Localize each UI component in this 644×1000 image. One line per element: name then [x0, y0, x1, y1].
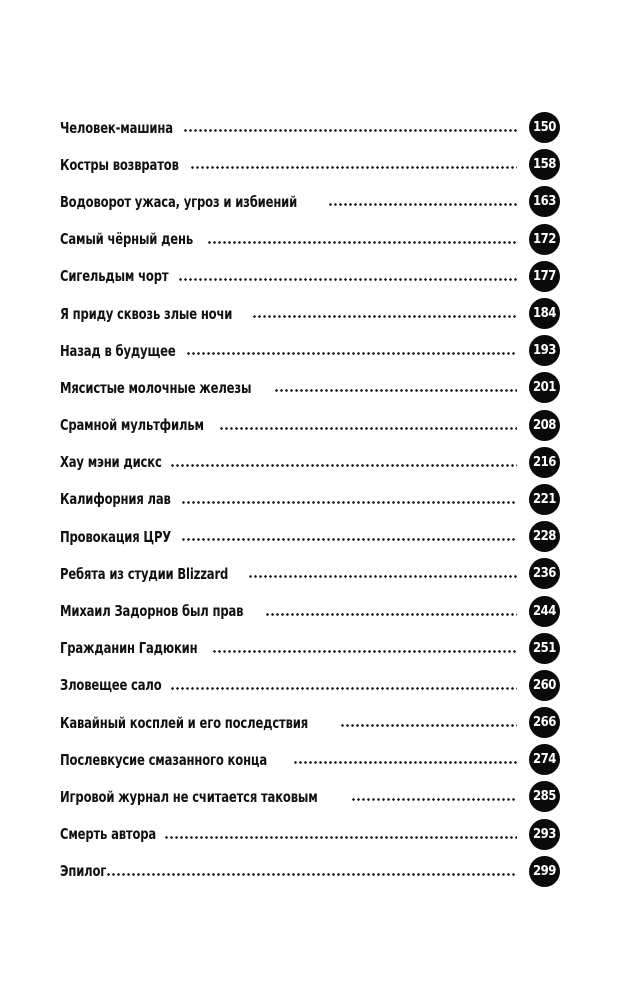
page-number-badge: 184 — [529, 298, 560, 329]
chapter-title: Самый чёрный день — [60, 230, 194, 249]
dot-leader — [186, 352, 517, 355]
page-number-badge: 293 — [529, 819, 560, 850]
chapter-title: Михаил Задорнов был прав — [60, 602, 244, 621]
dot-leader — [106, 873, 517, 876]
chapter-title: Мясистые молочные железы — [60, 378, 252, 397]
toc-entry[interactable] — [60, 183, 560, 220]
chapter-title: Эпилог — [60, 862, 107, 881]
toc-entry[interactable] — [60, 630, 560, 667]
dot-leader — [181, 501, 517, 504]
chapter-title: Костры возвратов — [60, 155, 179, 174]
toc-entry[interactable] — [60, 258, 560, 295]
toc-entry[interactable] — [60, 369, 560, 406]
dot-leader — [212, 650, 517, 653]
toc-entry[interactable] — [60, 444, 560, 481]
table-of-contents — [60, 109, 560, 890]
page-number-badge: 201 — [529, 372, 560, 403]
page-number-badge: 228 — [529, 521, 560, 552]
page-number-badge: 236 — [529, 558, 560, 589]
chapter-title: Я приду сквозь злые ночи — [60, 304, 233, 323]
page-number-badge: 193 — [529, 335, 560, 366]
toc-entry[interactable] — [60, 741, 560, 778]
chapter-title: Гражданин Гадюкин — [60, 639, 198, 658]
page-number-badge: 172 — [529, 224, 560, 255]
toc-entry[interactable] — [60, 295, 560, 332]
toc-entry[interactable] — [60, 778, 560, 815]
toc-entry[interactable] — [60, 667, 560, 704]
page-number-badge: 266 — [529, 707, 560, 738]
dot-leader — [252, 315, 517, 318]
toc-entry[interactable] — [60, 221, 560, 258]
toc-entry[interactable] — [60, 481, 560, 518]
dot-leader — [164, 836, 517, 839]
chapter-title: Калифорния лав — [60, 490, 171, 509]
dot-leader — [190, 166, 517, 169]
dot-leader — [207, 241, 517, 244]
dot-leader — [170, 687, 517, 690]
chapter-title: Кавайный косплей и его последствия — [60, 713, 309, 732]
chapter-title: Послевкусие смазанного конца — [60, 750, 268, 769]
chapter-title: Провокация ЦРУ — [60, 527, 172, 546]
dot-leader — [248, 575, 517, 578]
dot-leader — [274, 389, 517, 392]
page-number-badge: 150 — [529, 112, 560, 143]
toc-entry[interactable] — [60, 853, 560, 890]
toc-entry[interactable] — [60, 109, 560, 146]
page-number-badge: 163 — [529, 186, 560, 217]
page-number-badge: 285 — [529, 781, 560, 812]
dot-leader — [178, 278, 517, 281]
dot-leader — [265, 613, 517, 616]
page-number-badge: 251 — [529, 633, 560, 664]
dot-leader — [340, 724, 517, 727]
toc-entry[interactable] — [60, 816, 560, 853]
chapter-title: Смерть автора — [60, 825, 157, 844]
page-number-badge: 260 — [529, 670, 560, 701]
dot-leader — [181, 538, 517, 541]
page-number-badge: 244 — [529, 596, 560, 627]
chapter-title: Назад в будущее — [60, 341, 176, 360]
page-number-badge: 299 — [529, 856, 560, 887]
page-number-badge: 158 — [529, 149, 560, 180]
toc-entry[interactable] — [60, 146, 560, 183]
chapter-title: Водоворот ужаса, угроз и избиений — [60, 192, 298, 211]
dot-leader — [170, 464, 517, 467]
page-number-badge: 177 — [529, 261, 560, 292]
page-number-badge: 274 — [529, 744, 560, 775]
toc-entry[interactable] — [60, 518, 560, 555]
chapter-title: Человек-машина — [60, 118, 173, 137]
toc-entry[interactable] — [60, 407, 560, 444]
toc-entry[interactable] — [60, 704, 560, 741]
toc-entry[interactable] — [60, 555, 560, 592]
chapter-title: Ребята из студии Blizzard — [60, 564, 229, 583]
dot-leader — [183, 129, 517, 132]
page-number-badge: 208 — [529, 410, 560, 441]
chapter-title: Сигельдым чорт — [60, 267, 169, 286]
dot-leader — [351, 798, 517, 801]
chapter-title: Игровой журнал не считается таковым — [60, 787, 318, 806]
toc-entry[interactable] — [60, 332, 560, 369]
chapter-title: Хау мэни дискс — [60, 453, 162, 472]
dot-leader — [293, 761, 517, 764]
chapter-title: Срамной мультфильм — [60, 416, 204, 435]
dot-leader — [328, 203, 517, 206]
toc-entry[interactable] — [60, 592, 560, 629]
chapter-title: Зловещее сало — [60, 676, 162, 695]
page-number-badge: 221 — [529, 484, 560, 515]
dot-leader — [219, 427, 517, 430]
page-number-badge: 216 — [529, 447, 560, 478]
